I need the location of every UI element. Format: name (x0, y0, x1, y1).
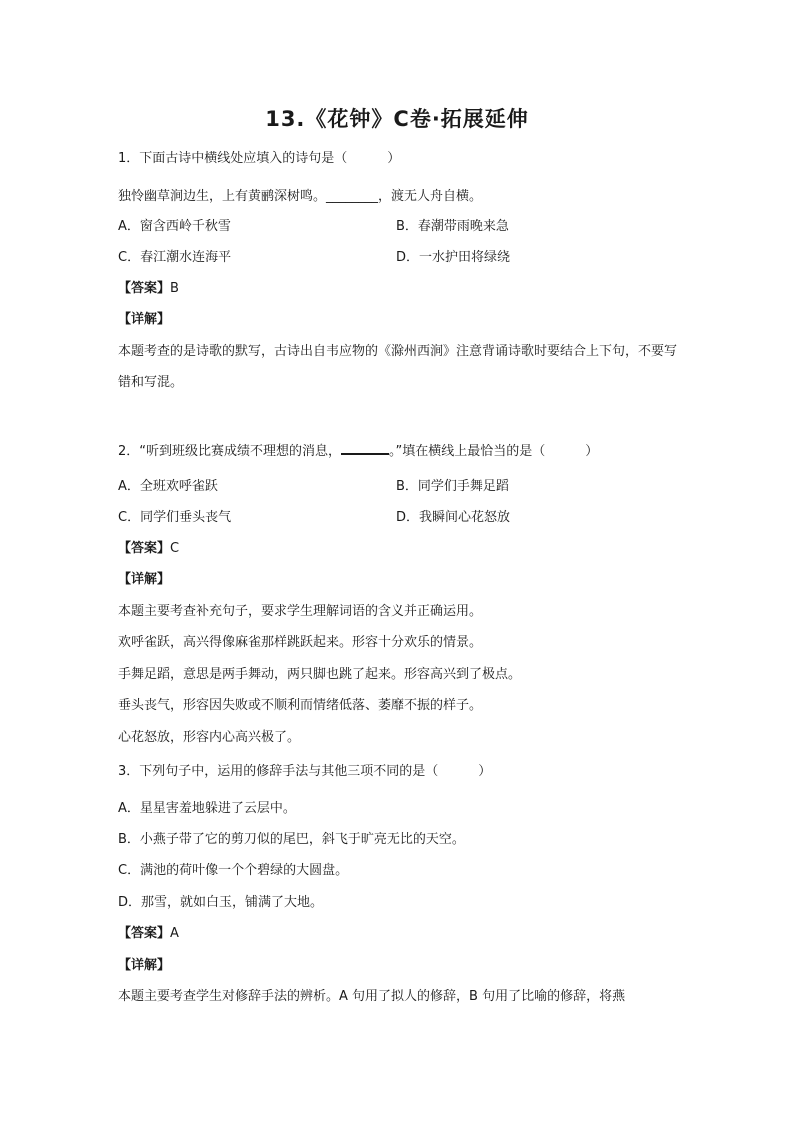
question-2-option-c: C．同学们垂头丧气 (118, 510, 232, 525)
page-title: 13.《花钟》C卷·拓展延伸 (265, 107, 529, 131)
question-2-option-d: D．我瞬间心花怒放 (396, 510, 511, 525)
question-1-detail-tag: 【详解】 (118, 312, 171, 327)
question-1-option-a: A．窗含西岭千秋雪 (118, 219, 231, 234)
question-2-detail-line: 心花怒放，形容内心高兴极了。 (118, 730, 301, 745)
question-3: 3．下列句子中，运用的修辞手法与其他三项不同的是（ ） (118, 764, 492, 779)
question-2-detail-line: 本题主要考查补充句子，要求学生理解词语的含义并正确运用。 (118, 604, 483, 619)
question-1-option-d: D．一水护田将绿绕 (396, 250, 511, 265)
question-2-answer: 【答案】C (118, 541, 180, 556)
question-2-blank (341, 441, 389, 455)
question-3-option-d: D．那雪，就如白玉，铺满了大地。 (118, 895, 324, 910)
question-1-poem: 独怜幽草涧边生，上有黄鹂深树鸣。________，渡无人舟自横。 (118, 189, 483, 204)
question-1-option-b: B．春潮带雨晚来急 (396, 219, 509, 234)
question-2-detail-line: 垂头丧气，形容因失败或不顺利而情绪低落、萎靡不振的样子。 (118, 698, 483, 713)
question-3-detail: 本题主要考查学生对修辞手法的辨析。A 句用了拟人的修辞，B 句用了比喻的修辞，将燕 (118, 989, 626, 1004)
question-1-detail: 本题考查的是诗歌的默写，古诗出自韦应物的《滁州西涧》注意背诵诗歌时要结合上下句，不要写错和写混。 (118, 344, 678, 390)
question-2-detail-line: 欢呼雀跃，高兴得像麻雀那样跳跃起来。形容十分欢乐的情景。 (118, 635, 483, 650)
question-3-option-b: B．小燕子带了它的剪刀似的尾巴，斜飞于旷亮无比的天空。 (118, 832, 465, 847)
question-3-option-a: A．星星害羞地躲进了云层中。 (118, 801, 296, 816)
question-1: 1．下面古诗中横线处应填入的诗句是（ ） (118, 151, 401, 166)
question-1-option-c: C．春江潮水连海平 (118, 250, 232, 265)
question-3-option-c: C．满池的荷叶像一个个碧绿的大圆盘。 (118, 863, 349, 878)
question-3-detail-tag: 【详解】 (118, 958, 171, 973)
poem-blank: ________ (326, 189, 379, 204)
question-2-option-b: B．同学们手舞足蹈 (396, 479, 509, 494)
question-2: 2．“听到班级比赛成绩不理想的消息， 。”填在横线上最恰当的是（ ） (118, 441, 678, 459)
question-3-answer: 【答案】A (118, 926, 179, 941)
question-2-detail-tag: 【详解】 (118, 572, 171, 587)
question-1-answer: 【答案】B (118, 281, 179, 296)
question-2-detail-line: 手舞足蹈，意思是两手舞动，两只脚也跳了起来。形容高兴到了极点。 (118, 667, 522, 682)
question-2-option-a: A．全班欢呼雀跃 (118, 479, 218, 494)
